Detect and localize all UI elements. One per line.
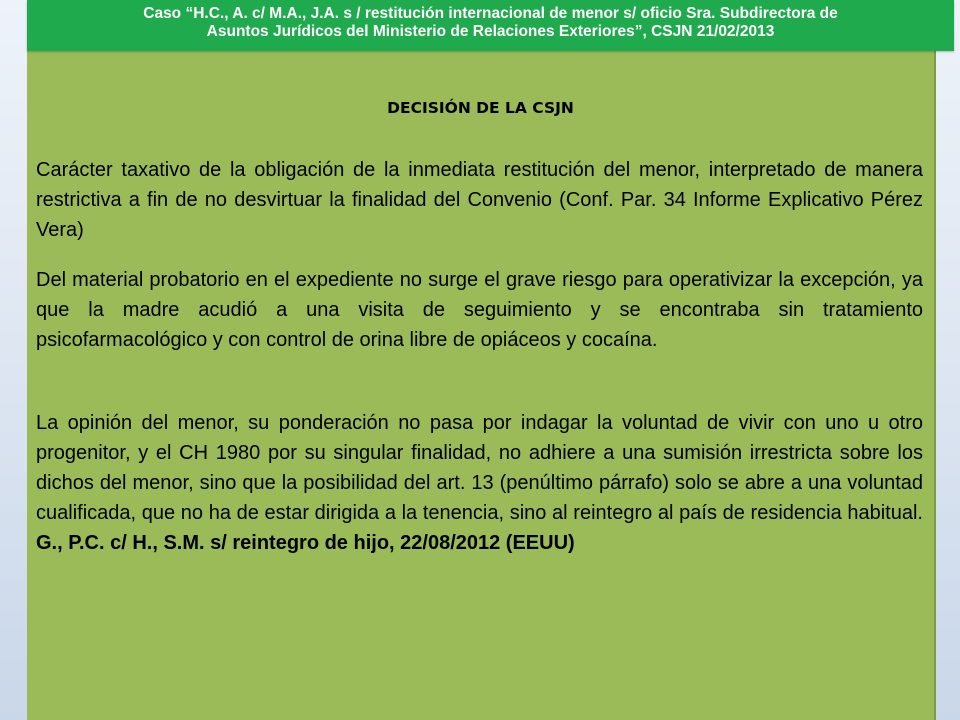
case-citation: G., P.C. c/ H., S.M. s/ reintegro de hijo, 22/08/2012 (EEUU): [36, 532, 575, 554]
paragraph-obligation: Carácter taxativo de la obligación de la inmediata restitución del menor, interpretado de manera restrictiva a fin de no desvirtuar la finalidad del Convenio (Conf. Par. 34 Informe Explicativo Pérez Vera): [36, 159, 923, 241]
paragraph-child-opinion: [36, 408, 923, 558]
title-bar: [27, 0, 954, 51]
section-heading: DECISIÓN DE LA CSJN: [387, 99, 574, 117]
paragraph-evidence: Del material probatorio en el expediente no surge el grave riesgo para operativizar la excepción, ya que la madre acudió a una visita de seguimiento y se encontraba sin tratamiento psicofarmacológico y con control de orina libre de opiáceos y cocaína.: [36, 269, 923, 351]
content-panel: [27, 28, 934, 720]
paragraph-child-opinion-text: La opinión del menor, su ponderación no pasa por indagar la voluntad de vivir con uno u otro progenitor, y el CH 1980 por su singular finalidad, no adhiere a una sumisión irrestricta sobre los dichos del menor, sino que la posibilidad del art. 13 (penúltimo párrafo) solo se abre a una voluntad cualificada, que no ha de estar dirigida a la tenencia, sino al reintegro al país de residencia habitual.: [36, 412, 923, 524]
title-line-2: Asuntos Jurídicos del Ministerio de Relaciones Exteriores”, CSJN 21/02/2013: [206, 23, 775, 40]
title-line-1: Caso “H.C., A. c/ M.A., J.A. s / restitución internacional de menor s/ oficio Sra. Subdirectora de: [143, 5, 838, 22]
